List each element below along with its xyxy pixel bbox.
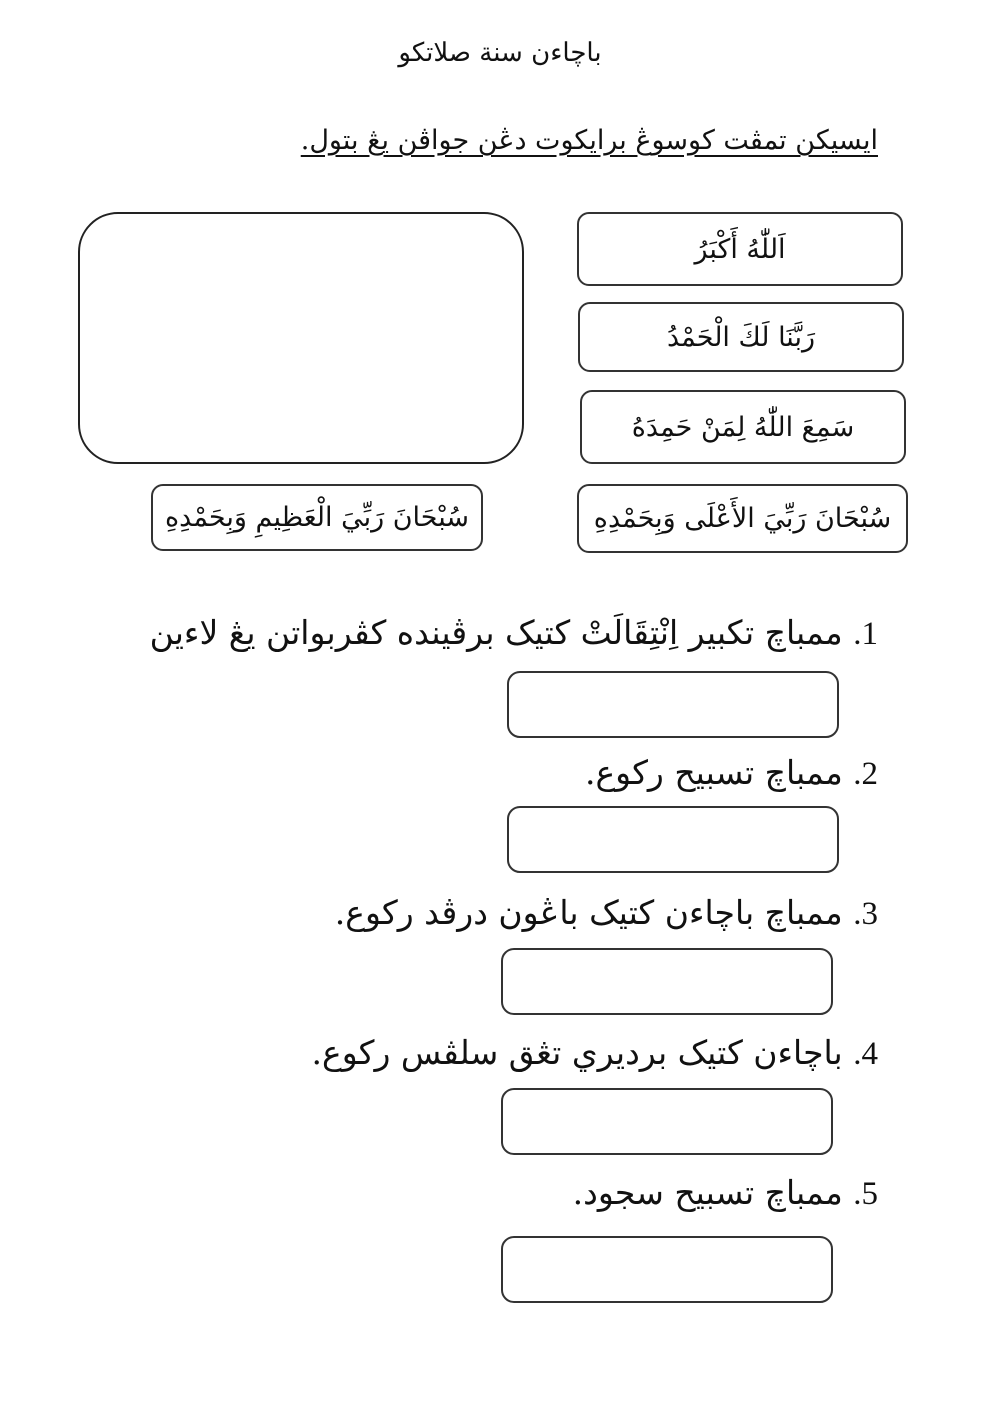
drag-source-area[interactable] — [78, 212, 524, 464]
question-2 — [585, 748, 878, 798]
question-4 — [312, 1028, 878, 1078]
answer-drop-box-2[interactable] — [507, 806, 839, 873]
answer-drop-box-4[interactable] — [501, 1088, 833, 1155]
question-number: 3. — [853, 896, 878, 932]
question-text: ممباچ تسبيح سجود. — [572, 1173, 843, 1212]
page-title: باچاءن سنة صلاتكو — [398, 38, 602, 68]
question-number: 1. — [853, 616, 878, 652]
question-3 — [335, 888, 878, 938]
question-text: ممباچ باچاءن كتيک باڠون درڤد ركوع. — [334, 893, 843, 932]
question-5 — [573, 1168, 878, 1218]
question-number: 4. — [853, 1036, 878, 1072]
instruction-text: ايسيكن تمڤت كوسوڠ برايكوت دڠن جواڤن يڠ بتول. — [300, 125, 878, 156]
question-text: ممباچ تكبير اِنْتِقَالَتْ كتيک برڤينده كڤربواتن يڠ لاءين — [149, 613, 843, 652]
answer-card-samiallahu[interactable]: سَمِعَ اللّٰهُ لِمَنْ حَمِدَهُ — [580, 390, 906, 464]
question-number: 2. — [853, 756, 878, 792]
question-1 — [150, 608, 878, 658]
answer-card-takbir[interactable]: اَللّٰهُ أَكْبَرُ — [577, 212, 903, 286]
answer-card-tasbih-sujud[interactable]: سُبْحَانَ رَبِّيَ الأَعْلَى وَبِحَمْدِهِ — [577, 484, 908, 553]
question-text: باچاءن كتيک برديري تڠق سلڤس ركوع. — [311, 1033, 843, 1072]
question-number: 5. — [853, 1176, 878, 1212]
answer-card-rabbana-lakal-hamd[interactable]: رَبَّنَا لَكَ الْحَمْدُ — [578, 302, 904, 372]
answer-drop-box-1[interactable] — [507, 671, 839, 738]
answer-card-tasbih-ruku[interactable]: سُبْحَانَ رَبِّيَ الْعَظِيمِ وَبِحَمْدِهِ — [151, 484, 483, 551]
question-text: ممباچ تسبيح ركوع. — [584, 753, 843, 792]
answer-drop-box-5[interactable] — [501, 1236, 833, 1303]
answer-drop-box-3[interactable] — [501, 948, 833, 1015]
